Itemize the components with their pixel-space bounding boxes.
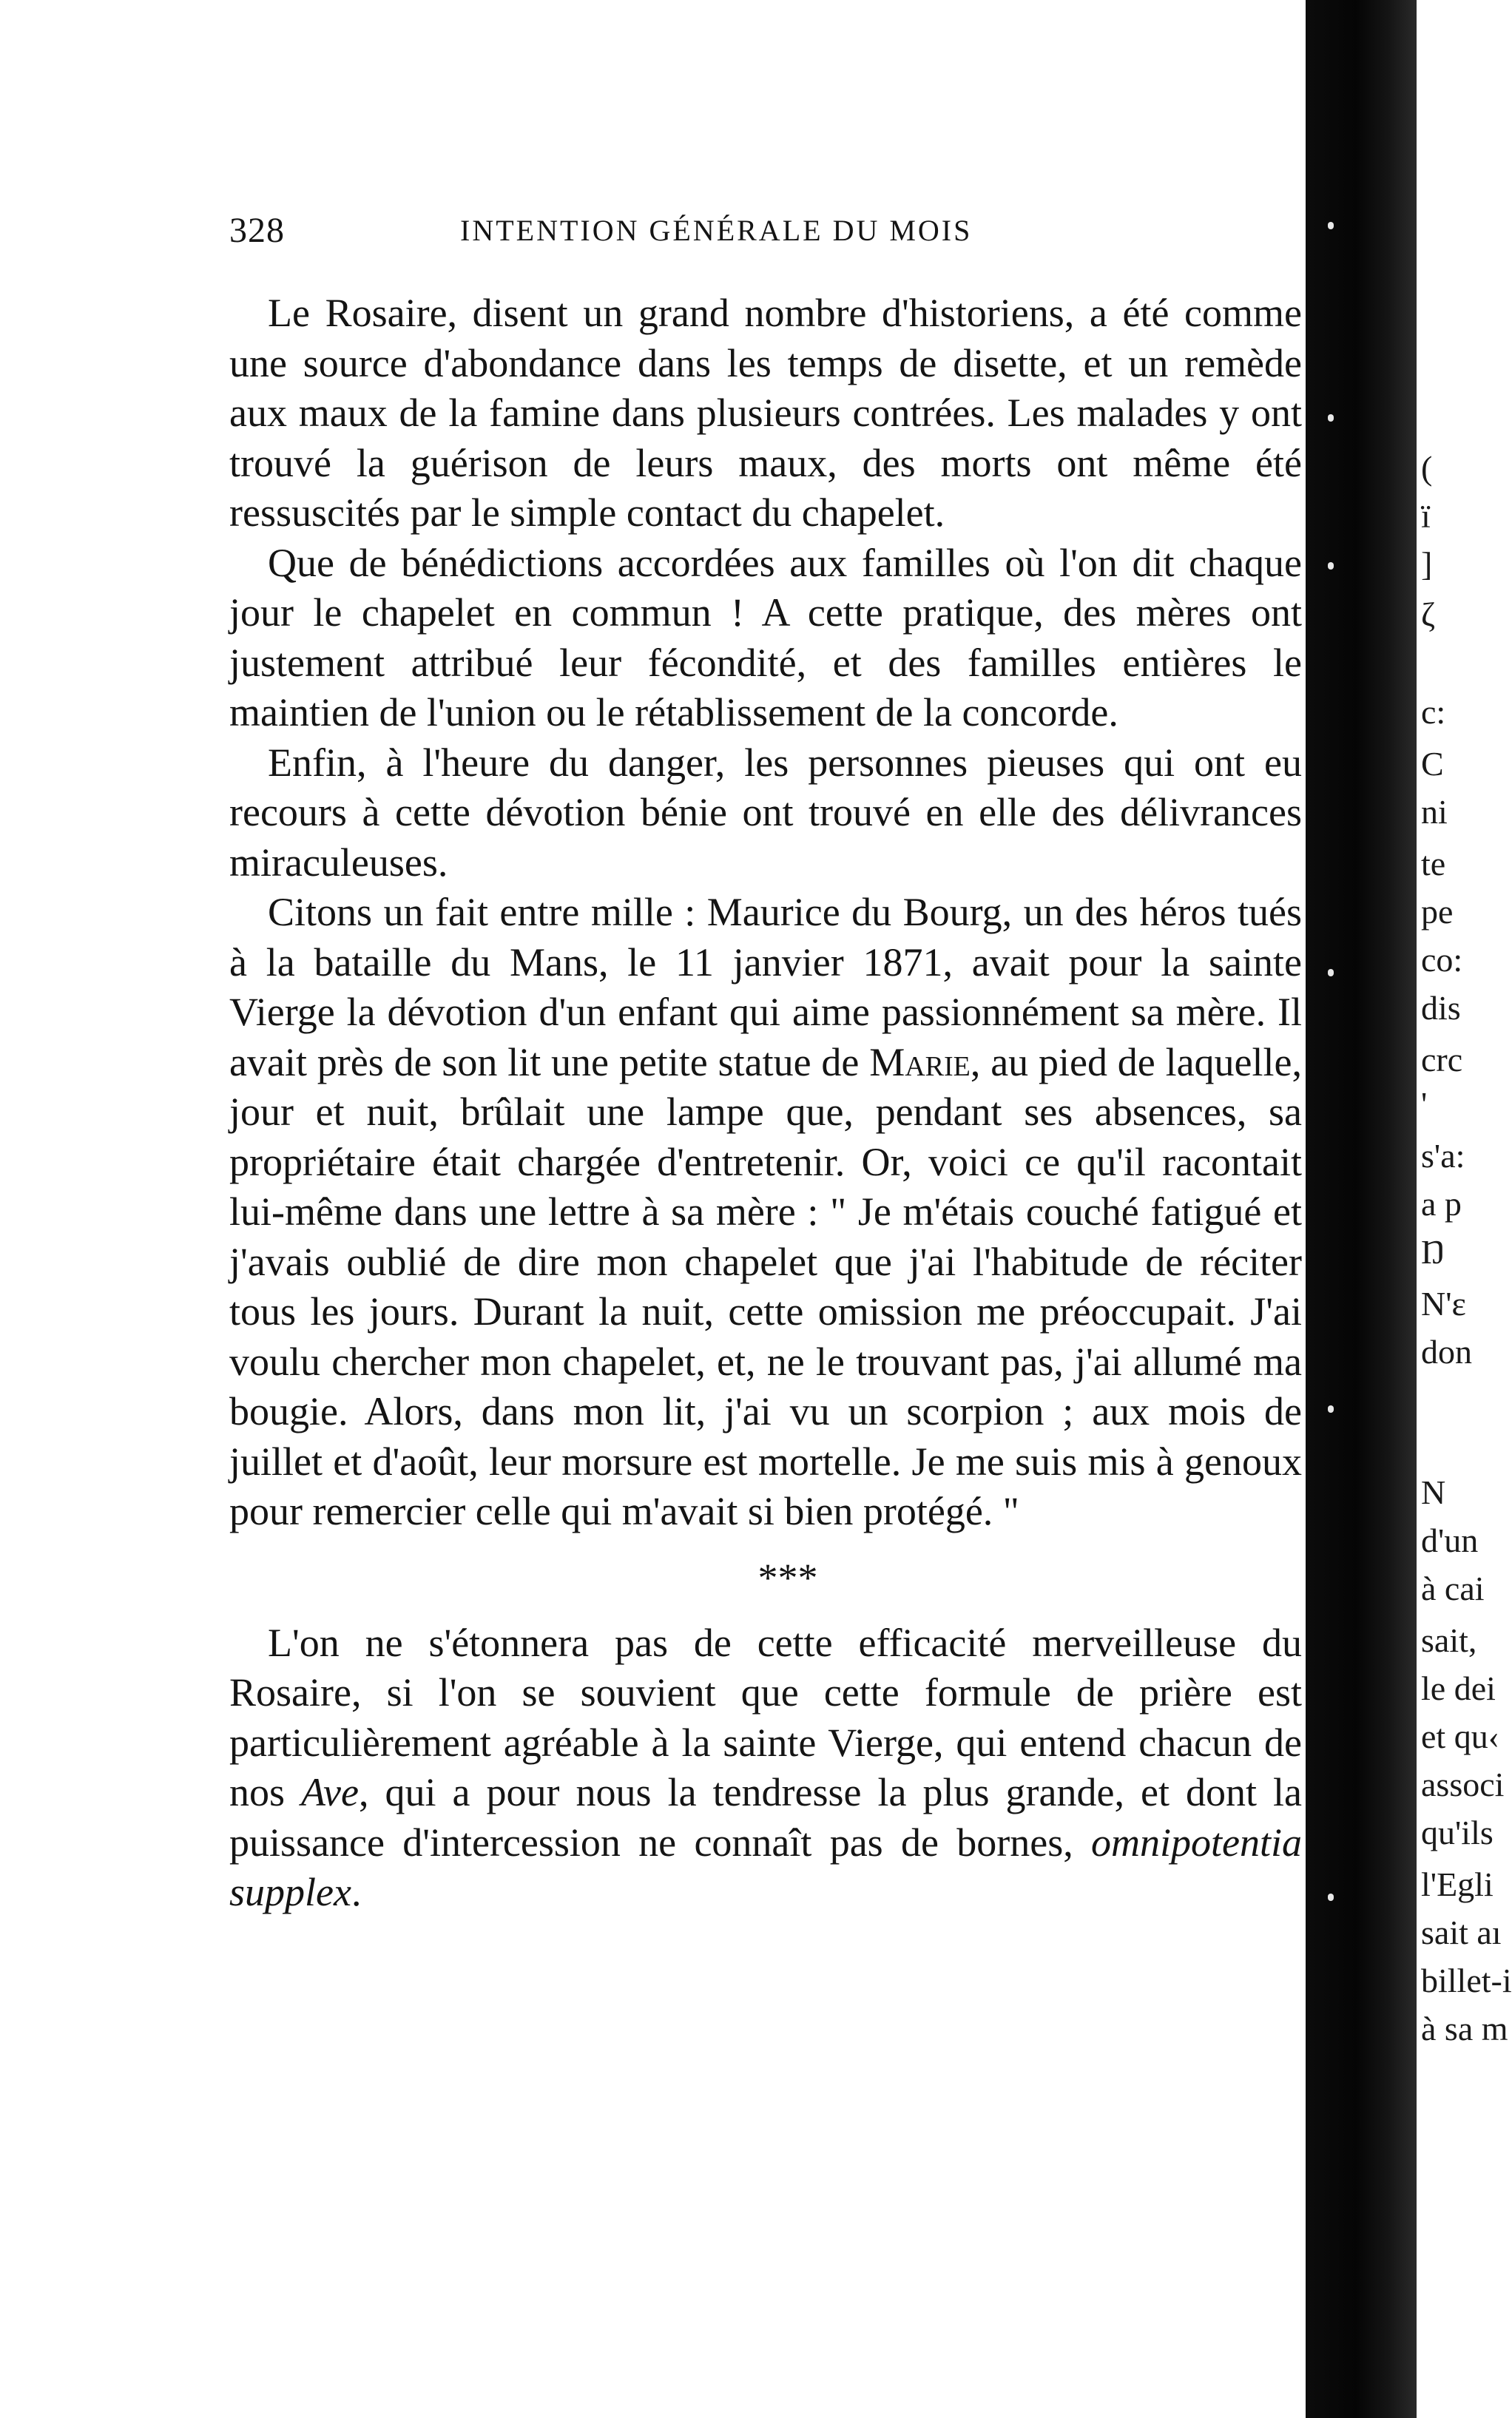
adjacent-fragment: a p	[1421, 1185, 1462, 1223]
gutter-fleck	[1328, 414, 1334, 422]
adjacent-fragment: crc	[1421, 1041, 1463, 1078]
adjacent-fragment: Ŋ	[1421, 1233, 1445, 1271]
final-text-end: .	[351, 1870, 362, 1914]
paragraph-heure-danger: Enfin, à l'heure du danger, les personnes pieuses qui ont eu recours à cette dévotion bénie ont trouvé en elle des délivrances miraculeuses.	[229, 740, 1302, 885]
adjacent-fragment: qu'ils	[1421, 1814, 1494, 1851]
body-text	[229, 288, 1302, 1918]
adjacent-fragment: dis	[1421, 989, 1461, 1027]
adjacent-fragment: ζ	[1421, 595, 1436, 633]
paragraph-benedictions-familles: Que de bénédictions accordées aux familles où l'on dit chaque jour le chapelet en commun ! A cette pratique, des mères ont justement attribué leur fécondité, et des familles entières le maintien de l'union ou le rétablissement de la concorde.	[229, 540, 1302, 734]
adjacent-fragment: C	[1421, 745, 1444, 783]
paragraph-rosaire-abondance: Le Rosaire, disent un grand nombre d'historiens, a été comme une source d'abondance dans les temps de disette, et un remède aux maux de la famine dans plusieurs contrées. Les malades y ont trouvé la guérison de leurs maux, des morts ont même été ressuscités par le simple contact du chapelet.	[229, 291, 1302, 535]
adjacent-fragment: N'ε	[1421, 1285, 1466, 1323]
adjacent-fragment: don	[1421, 1333, 1472, 1371]
adjacent-fragment: l'Egli	[1421, 1865, 1494, 1903]
adjacent-fragment: '	[1421, 1085, 1428, 1123]
adjacent-fragment: (	[1421, 449, 1433, 487]
adjacent-fragment: à cai	[1421, 1570, 1485, 1607]
page-header	[229, 205, 1309, 257]
adjacent-fragment: billet-i	[1421, 1962, 1512, 1999]
adjacent-fragment: sait,	[1421, 1621, 1477, 1659]
adjacent-fragment: sait aı	[1421, 1914, 1502, 1951]
adjacent-fragment: ni	[1421, 793, 1448, 831]
adjacent-page-edge	[1417, 0, 1512, 2418]
paragraph-maurice-du-bourg	[229, 888, 1302, 1537]
gutter-fleck	[1328, 222, 1334, 229]
page-number: 328	[229, 211, 285, 250]
adjacent-fragment: ï	[1421, 497, 1431, 535]
asterism-separator: ***	[757, 1555, 818, 1600]
final-text-middle: , qui a pour nous la tendresse la plus grande, et dont la puissance d'intercession ne connaît pas de bornes,	[229, 1770, 1302, 1865]
final-text-start: L'on ne s'étonnera pas de cette efficacité merveilleuse du Rosaire, si l'on se souvient que cette formule de prière est particulièrement agréable à la sainte Vierge, qui entend chacun de nos	[229, 1620, 1302, 1814]
adjacent-fragment: ]	[1421, 545, 1433, 583]
gutter-fleck	[1328, 969, 1334, 976]
adjacent-fragment: et qu‹	[1421, 1718, 1500, 1755]
paragraph-text-start: Citons un fait entre mille : Maurice du Bourg, un des héros tués à la bataille du Mans, le 11 janvier 1871, avait pour la sainte Vierge la dévotion d'un enfant qui aime passionnément sa mère. Il avait près de son lit une petite statue de	[229, 890, 1302, 1084]
adjacent-fragment: te	[1421, 845, 1446, 882]
adjacent-fragment: associ	[1421, 1766, 1505, 1803]
paragraph-text-end: , au pied de laquelle, jour et nuit, brûlait une lampe que, pendant ses absences, sa propriétaire était chargée d'entretenir. Or, voici ce qu'il racontait lui-même dans une lettre à sa mère : " Je m'étais couché fatigué et j'avais oublié de dire mon chapelet que j'ai l'habitude de réciter tous les jours. Durant la nuit, cette omission me préoccupait. J'ai voulu chercher mon chapelet, et, ne le trouvant pas, j'ai allumé ma bougie. Alors, dans mon lit, j'ai vu un scorpion ; aux mois de juillet et d'août, leur morsure est mortelle. Je me suis mis à genoux pour remercier celle qui m'avait si bien protégé. "	[229, 1039, 1302, 1533]
adjacent-fragment: s'a:	[1421, 1137, 1465, 1175]
gutter-fleck	[1328, 562, 1334, 570]
adjacent-fragment: d'un	[1421, 1522, 1479, 1559]
adjacent-fragment: à sa m	[1421, 2010, 1508, 2047]
book-gutter-shadow	[1306, 0, 1417, 2418]
adjacent-fragment: pe	[1421, 893, 1454, 931]
gutter-fleck	[1328, 1894, 1334, 1901]
name-marie-small-caps: Marie	[869, 1039, 971, 1084]
adjacent-fragment: le dei	[1421, 1669, 1496, 1707]
adjacent-fragment: c:	[1421, 693, 1446, 731]
adjacent-fragment: co:	[1421, 941, 1463, 979]
gutter-fleck	[1328, 1405, 1334, 1413]
paragraph-efficacite-rosaire	[229, 1618, 1302, 1918]
adjacent-fragment: N	[1421, 1473, 1446, 1511]
running-title: INTENTION GÉNÉRALE DU MOIS	[460, 214, 973, 247]
italic-ave: Ave	[301, 1770, 359, 1814]
italic-latin-phrase: omnipotentia supplex	[229, 1820, 1302, 1914]
